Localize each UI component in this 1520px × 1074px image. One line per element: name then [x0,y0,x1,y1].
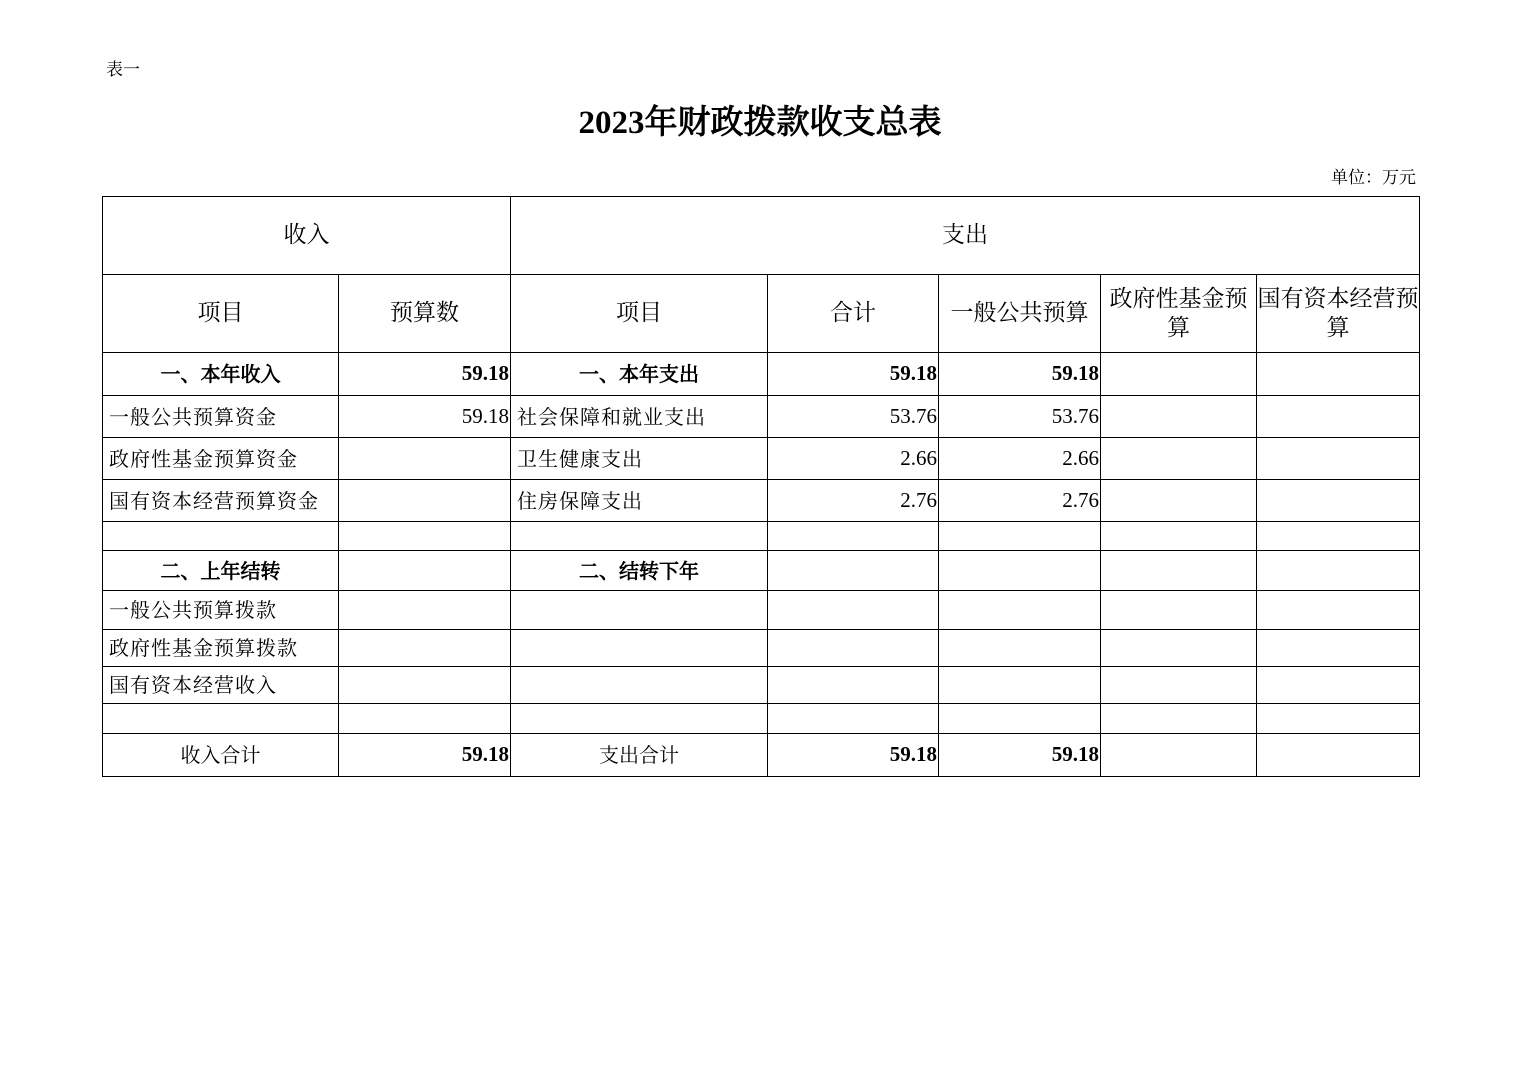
table-row [103,704,1420,734]
state-cell [1257,396,1420,438]
empty-cell [511,591,768,630]
empty-cell [1101,522,1257,551]
table-row [103,522,1420,551]
col-income-budget: 预算数 [339,275,511,353]
empty-cell [339,630,511,667]
expense-item-cell: 二、结转下年 [511,551,768,591]
expense-item-cell: 一、本年支出 [511,353,768,396]
fund-cell [1101,480,1257,522]
table-number: 表一 [106,60,140,80]
table-row [103,480,1420,522]
empty-cell [939,551,1101,591]
expense-item-cell: 卫生健康支出 [511,438,768,480]
income-item-cell: 政府性基金预算资金 [103,438,339,480]
expense-item-cell: 社会保障和就业支出 [511,396,768,438]
expense-header: 支出 [511,197,1420,275]
empty-cell [939,630,1101,667]
state-cell [1257,353,1420,396]
empty-cell [768,630,939,667]
empty-cell [1257,667,1420,704]
empty-cell [1101,630,1257,667]
expense-total-label: 支出合计 [511,734,768,777]
empty-cell [1101,551,1257,591]
empty-cell [768,704,939,734]
empty-cell [339,522,511,551]
income-item-cell: 一、本年收入 [103,353,339,396]
table-row [103,396,1420,438]
income-item-cell: 国有资本经营收入 [103,667,339,704]
table-row [103,551,1420,591]
empty-cell [339,667,511,704]
fund-cell [1101,734,1257,777]
empty-cell [939,522,1101,551]
income-amount-cell [339,438,511,480]
empty-cell [768,522,939,551]
state-cell [1257,438,1420,480]
income-amount-cell [339,480,511,522]
empty-cell [768,667,939,704]
empty-cell [511,667,768,704]
empty-cell [939,667,1101,704]
empty-cell [1257,551,1420,591]
general-cell: 59.18 [939,353,1101,396]
total-cell: 59.18 [768,353,939,396]
state-cell [1257,480,1420,522]
income-item-cell: 一般公共预算拨款 [103,591,339,630]
empty-cell [511,630,768,667]
total-cell: 2.66 [768,438,939,480]
col-expense-item: 项目 [511,275,768,353]
empty-cell [339,551,511,591]
header-row-group [103,197,1420,275]
empty-cell [1101,704,1257,734]
col-total: 合计 [768,275,939,353]
empty-cell [768,591,939,630]
fund-cell [1101,438,1257,480]
empty-cell [339,704,511,734]
empty-cell [511,704,768,734]
table-row [103,630,1420,667]
general-cell: 2.66 [939,438,1101,480]
expense-item-cell: 住房保障支出 [511,480,768,522]
income-item-cell: 二、上年结转 [103,551,339,591]
table-row [103,667,1420,704]
total-cell: 59.18 [768,734,939,777]
income-total-amount: 59.18 [339,734,511,777]
income-amount-cell: 59.18 [339,396,511,438]
general-cell: 59.18 [939,734,1101,777]
income-total-label: 收入合计 [103,734,339,777]
page-title: 2023年财政拨款收支总表 [578,105,942,141]
table-row [103,438,1420,480]
header-row-columns [103,275,1420,353]
income-item-cell: 一般公共预算资金 [103,396,339,438]
budget-summary-table [102,196,1420,777]
table-row [103,591,1420,630]
income-amount-cell: 59.18 [339,353,511,396]
general-cell: 2.76 [939,480,1101,522]
empty-cell [1257,630,1420,667]
empty-cell [768,551,939,591]
empty-cell [511,522,768,551]
income-item-cell: 政府性基金预算拨款 [103,630,339,667]
income-item-cell: 国有资本经营预算资金 [103,480,339,522]
empty-cell [1257,704,1420,734]
col-income-item: 项目 [103,275,339,353]
state-cell [1257,734,1420,777]
total-cell: 2.76 [768,480,939,522]
total-cell: 53.76 [768,396,939,438]
general-cell: 53.76 [939,396,1101,438]
unit-label: 单位：万元 [1331,168,1416,188]
empty-cell [1101,591,1257,630]
table-row [103,353,1420,396]
empty-cell [103,704,339,734]
col-general-budget: 一般公共预算 [939,275,1101,353]
col-state-capital-budget: 国有资本经营预算 [1257,275,1420,353]
empty-cell [103,522,339,551]
empty-cell [1101,667,1257,704]
totals-row [103,734,1420,777]
empty-cell [1257,522,1420,551]
fund-cell [1101,353,1257,396]
empty-cell [939,591,1101,630]
empty-cell [339,591,511,630]
empty-cell [939,704,1101,734]
col-fund-budget: 政府性基金预算 [1101,275,1257,353]
fund-cell [1101,396,1257,438]
empty-cell [1257,591,1420,630]
income-header: 收入 [103,197,511,275]
